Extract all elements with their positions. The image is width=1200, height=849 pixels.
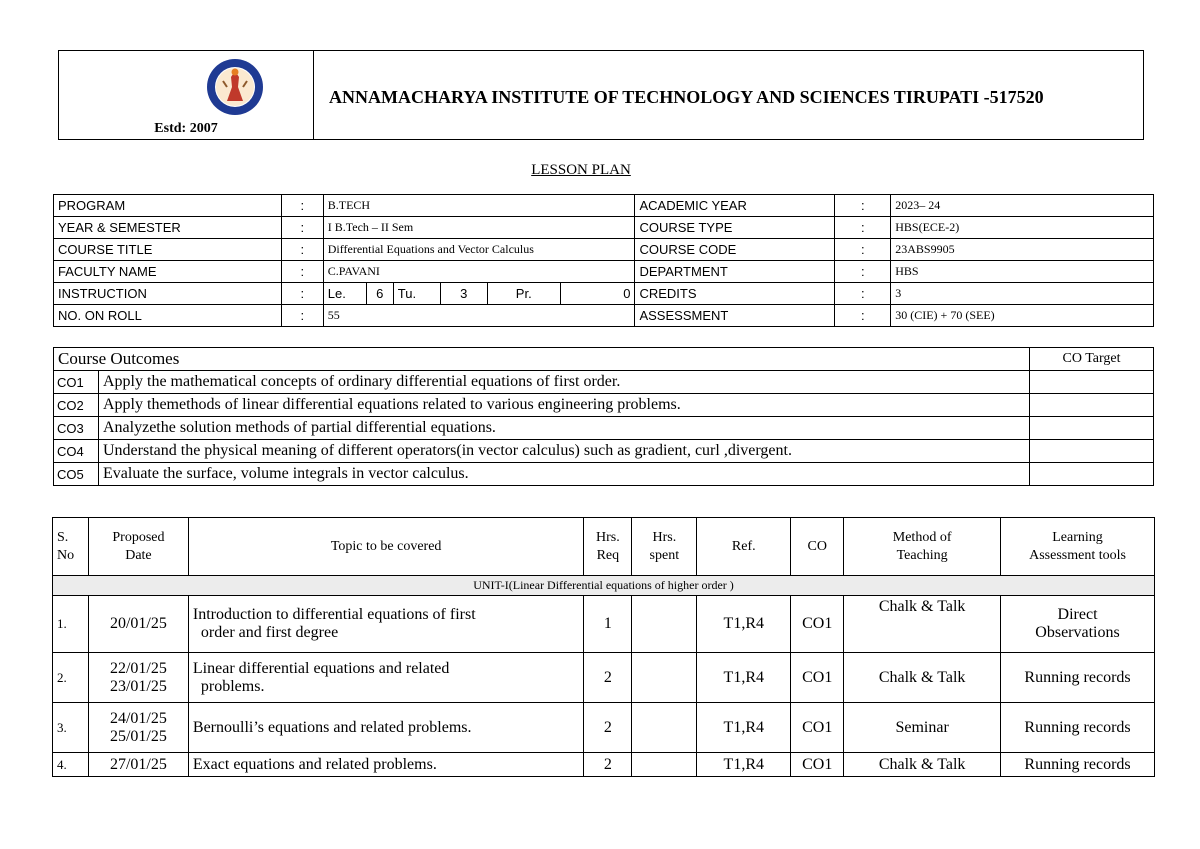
- header-topic: Topic to be covered: [188, 518, 583, 576]
- institute-emblem-icon: [205, 57, 265, 117]
- row-sno: 2.: [53, 653, 89, 703]
- practical-hours: 0: [560, 283, 634, 304]
- info-value: HBS(ECE-2): [891, 217, 1154, 239]
- row-co: CO1: [791, 653, 844, 703]
- info-label: ACADEMIC YEAR: [635, 195, 835, 217]
- outcome-target: [1030, 417, 1154, 440]
- header-hrs-req: Hrs. Req: [584, 518, 632, 576]
- outcome-text: Apply the mathematical concepts of ordinary differential equations of first order.: [99, 371, 1030, 394]
- info-row: [54, 217, 1154, 239]
- row-co: CO1: [791, 703, 844, 753]
- row-assessment: Running records: [1001, 753, 1155, 777]
- lecture-label: Le.: [327, 286, 346, 301]
- info-value: HBS: [891, 261, 1154, 283]
- outcome-row: [54, 440, 1154, 463]
- practical-label: Pr.: [487, 283, 560, 304]
- header-co: CO: [791, 518, 844, 576]
- info-colon: :: [281, 283, 323, 305]
- info-value: 55: [323, 305, 635, 327]
- row-ref: T1,R4: [697, 596, 791, 653]
- table-row: [53, 596, 1155, 653]
- info-value: I B.Tech – II Sem: [323, 217, 635, 239]
- unit-row: [53, 576, 1155, 596]
- info-label: ASSESSMENT: [635, 305, 835, 327]
- logo-cell: [59, 51, 314, 139]
- info-colon: :: [281, 217, 323, 239]
- established-year: Estd: 2007: [154, 121, 218, 136]
- row-sno: 1.: [53, 596, 89, 653]
- info-row: [54, 305, 1154, 327]
- row-hrs-req: 2: [584, 653, 632, 703]
- info-label: YEAR & SEMESTER: [54, 217, 282, 239]
- outcome-code: CO1: [54, 371, 99, 394]
- outcome-code: CO4: [54, 440, 99, 463]
- institute-header: [58, 50, 1144, 140]
- row-hrs-spent: [632, 703, 697, 753]
- outcome-target: [1030, 394, 1154, 417]
- row-topic: Exact equations and related problems.: [188, 753, 583, 777]
- page-title: LESSON PLAN: [531, 162, 631, 178]
- outcome-row: [54, 463, 1154, 486]
- outcome-row: [54, 394, 1154, 417]
- lecture-hours: 6: [366, 283, 393, 304]
- outcomes-heading: Course Outcomes: [54, 348, 1030, 371]
- info-row: [54, 239, 1154, 261]
- info-colon: :: [835, 195, 891, 217]
- row-method: Chalk & Talk: [844, 596, 1001, 653]
- outcome-text: Evaluate the surface, volume integrals in vector calculus.: [99, 463, 1030, 486]
- info-value: 2023– 24: [891, 195, 1154, 217]
- institute-name: ANNAMACHARYA INSTITUTE OF TECHNOLOGY AND SCIENCES TIRUPATI -517520: [329, 87, 1044, 107]
- instruction-cell: [323, 283, 635, 305]
- info-colon: :: [281, 239, 323, 261]
- outcome-target: [1030, 371, 1154, 394]
- unit-title: UNIT-I(Linear Differential equations of higher order ): [53, 576, 1155, 596]
- table-row: [53, 753, 1155, 777]
- row-assessment: Running records: [1001, 703, 1155, 753]
- info-colon: :: [835, 239, 891, 261]
- info-label: DEPARTMENT: [635, 261, 835, 283]
- lesson-schedule-table: [52, 517, 1155, 777]
- outcomes-header-row: [54, 348, 1154, 371]
- course-outcomes-table: [53, 347, 1154, 486]
- row-date: 22/01/25 23/01/25: [88, 653, 188, 703]
- row-method: Seminar: [844, 703, 1001, 753]
- info-colon: :: [835, 217, 891, 239]
- row-hrs-spent: [632, 753, 697, 777]
- row-date: 24/01/25 25/01/25: [88, 703, 188, 753]
- info-colon: :: [281, 261, 323, 283]
- table-row: [53, 703, 1155, 753]
- info-value: C.PAVANI: [323, 261, 635, 283]
- outcome-code: CO5: [54, 463, 99, 486]
- row-sno: 3.: [53, 703, 89, 753]
- row-assessment: Direct Observations: [1001, 596, 1155, 653]
- row-method: Chalk & Talk: [844, 753, 1001, 777]
- info-colon: :: [835, 305, 891, 327]
- row-hrs-spent: [632, 596, 697, 653]
- outcome-code: CO3: [54, 417, 99, 440]
- table-row: [53, 653, 1155, 703]
- info-label: FACULTY NAME: [54, 261, 282, 283]
- header-assessment: Learning Assessment tools: [1001, 518, 1155, 576]
- row-method: Chalk & Talk: [844, 653, 1001, 703]
- row-co: CO1: [791, 596, 844, 653]
- info-value: B.TECH: [323, 195, 635, 217]
- info-row: [54, 195, 1154, 217]
- row-topic: Introduction to differential equations of first order and first degree: [188, 596, 583, 653]
- header-ref: Ref.: [697, 518, 791, 576]
- info-value: Differential Equations and Vector Calculus: [323, 239, 635, 261]
- info-row: [54, 261, 1154, 283]
- info-colon: :: [281, 305, 323, 327]
- outcome-text: Apply themethods of linear differential equations related to various engineering problems.: [99, 394, 1030, 417]
- row-hrs-spent: [632, 653, 697, 703]
- info-label: COURSE TYPE: [635, 217, 835, 239]
- row-sno: 4.: [53, 753, 89, 777]
- outcome-target: [1030, 463, 1154, 486]
- info-label: COURSE TITLE: [54, 239, 282, 261]
- header-date: Proposed Date: [88, 518, 188, 576]
- row-assessment: Running records: [1001, 653, 1155, 703]
- row-hrs-req: 1: [584, 596, 632, 653]
- row-hrs-req: 2: [584, 703, 632, 753]
- tutorial-hours: 3: [440, 283, 487, 304]
- table-header-row: [53, 518, 1155, 576]
- info-colon: :: [281, 195, 323, 217]
- info-label: PROGRAM: [54, 195, 282, 217]
- row-co: CO1: [791, 753, 844, 777]
- info-label: NO. ON ROLL: [54, 305, 282, 327]
- info-label: INSTRUCTION: [54, 283, 282, 305]
- row-topic: Linear differential equations and related problems.: [188, 653, 583, 703]
- info-value: 3: [891, 283, 1154, 305]
- header-sno: S. No: [53, 518, 89, 576]
- info-value: 30 (CIE) + 70 (SEE): [891, 305, 1154, 327]
- outcome-text: Understand the physical meaning of different operators(in vector calculus) such as gradient, curl ,divergent.: [99, 440, 1030, 463]
- info-row: [54, 283, 1154, 305]
- row-ref: T1,R4: [697, 653, 791, 703]
- header-method: Method of Teaching: [844, 518, 1001, 576]
- row-date: 27/01/25: [88, 753, 188, 777]
- tutorial-label: Tu.: [393, 283, 440, 304]
- info-colon: :: [835, 261, 891, 283]
- row-topic: Bernoulli’s equations and related problems.: [188, 703, 583, 753]
- row-ref: T1,R4: [697, 703, 791, 753]
- info-label: COURSE CODE: [635, 239, 835, 261]
- info-label: CREDITS: [635, 283, 835, 305]
- outcome-text: Analyzethe solution methods of partial differential equations.: [99, 417, 1030, 440]
- outcome-row: [54, 371, 1154, 394]
- row-date: 20/01/25: [88, 596, 188, 653]
- outcome-target: [1030, 440, 1154, 463]
- row-ref: T1,R4: [697, 753, 791, 777]
- outcome-code: CO2: [54, 394, 99, 417]
- outcome-row: [54, 417, 1154, 440]
- info-value: 23ABS9905: [891, 239, 1154, 261]
- instruction-breakdown: [324, 283, 635, 304]
- info-colon: :: [835, 283, 891, 305]
- course-info-table: [53, 194, 1154, 327]
- header-hrs-spent: Hrs. spent: [632, 518, 697, 576]
- co-target-heading: CO Target: [1030, 348, 1154, 371]
- row-hrs-req: 2: [584, 753, 632, 777]
